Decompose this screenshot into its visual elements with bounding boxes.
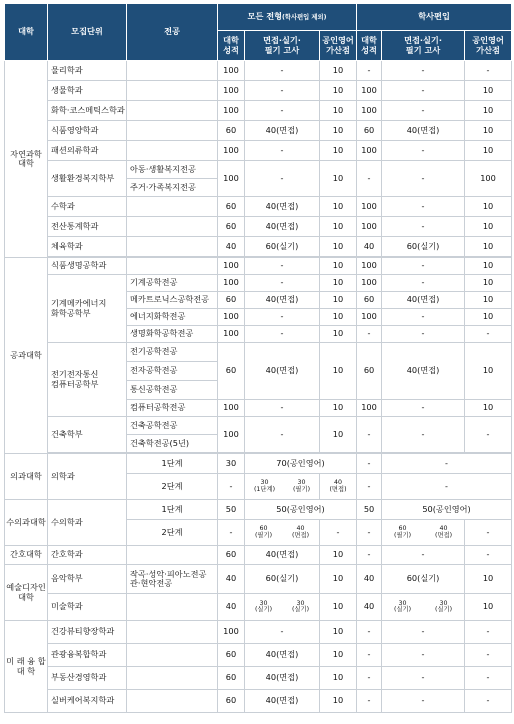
value-cell: - bbox=[357, 61, 382, 81]
value-cell: - bbox=[245, 621, 320, 644]
table-row bbox=[5, 690, 512, 713]
table-row bbox=[5, 101, 512, 121]
unit-cell: 수의학과 bbox=[48, 500, 127, 546]
value-cell: 40 bbox=[218, 237, 245, 257]
value-cell: 60(실기) bbox=[245, 565, 320, 594]
value-cell: - bbox=[218, 520, 245, 546]
value-cell: - bbox=[465, 644, 512, 667]
value-cell: - bbox=[382, 101, 465, 121]
value-cell: 60 bbox=[218, 343, 245, 400]
value-cell: - bbox=[382, 217, 465, 237]
value-cell: 60 bbox=[357, 121, 382, 141]
value-cell: - bbox=[382, 258, 465, 275]
unit-cell: 체육학과 bbox=[48, 237, 127, 257]
major-cell: 기계공학전공 bbox=[127, 275, 218, 292]
value-cell: - bbox=[245, 309, 320, 326]
value-cell: - bbox=[357, 690, 382, 713]
value-sub: 40 (면접) bbox=[434, 525, 453, 539]
value-cell: - bbox=[245, 258, 320, 275]
major-cell bbox=[127, 61, 218, 81]
value-cell: 100 bbox=[357, 258, 382, 275]
value-cell: 100 bbox=[218, 621, 245, 644]
value-cell: - bbox=[357, 667, 382, 690]
value-cell: 10 bbox=[465, 81, 512, 101]
college-cell: 예술디자인 대학 bbox=[5, 565, 48, 621]
value-cell: - bbox=[465, 546, 512, 565]
value-cell: 10 bbox=[320, 161, 357, 197]
value-cell: 100 bbox=[218, 417, 245, 453]
value-cell: - bbox=[245, 275, 320, 292]
value-cell: - bbox=[320, 520, 357, 546]
table-row bbox=[5, 454, 512, 474]
table-row bbox=[5, 594, 512, 621]
value-cell: - bbox=[465, 417, 512, 453]
value-cell: - bbox=[357, 326, 382, 343]
header-major: 전공 bbox=[127, 4, 218, 61]
table-row bbox=[5, 141, 512, 161]
value-cell bbox=[245, 594, 320, 621]
value-cell: 10 bbox=[320, 644, 357, 667]
major-cell bbox=[127, 197, 218, 217]
value-cell bbox=[382, 594, 465, 621]
value-cell: 10 bbox=[320, 197, 357, 217]
major-cell: 통신공학전공 bbox=[127, 381, 218, 400]
unit-cell: 의학과 bbox=[48, 454, 127, 500]
value-sub: 40 (면접) bbox=[291, 525, 310, 539]
major-cell bbox=[127, 237, 218, 257]
table-row bbox=[5, 121, 512, 141]
value-cell: 10 bbox=[465, 400, 512, 417]
value-cell: - bbox=[245, 81, 320, 101]
major-cell: 건축학전공(5년) bbox=[127, 435, 218, 453]
value-cell: 40 bbox=[218, 594, 245, 621]
value-cell: 100 bbox=[218, 326, 245, 343]
value-cell: - bbox=[465, 667, 512, 690]
value-cell: 100 bbox=[357, 197, 382, 217]
unit-cell: 부동산경영학과 bbox=[48, 667, 127, 690]
value-cell: 10 bbox=[465, 217, 512, 237]
value-cell: 60 bbox=[357, 292, 382, 309]
college-cell: 의과대학 bbox=[5, 454, 48, 500]
unit-cell: 전기전자통신 컴퓨터공학부 bbox=[48, 343, 127, 417]
value-cell: 10 bbox=[320, 292, 357, 309]
value-cell: 40(면접) bbox=[245, 217, 320, 237]
value-cell: 40(면접) bbox=[382, 121, 465, 141]
unit-cell: 음악학부 bbox=[48, 565, 127, 594]
value-cell: - bbox=[245, 161, 320, 197]
value-cell: 100 bbox=[465, 161, 512, 197]
value-cell: - bbox=[245, 101, 320, 121]
unit-cell: 전산통계학과 bbox=[48, 217, 127, 237]
value-cell: 100 bbox=[218, 141, 245, 161]
unit-cell: 식품영양학과 bbox=[48, 121, 127, 141]
value-cell: 10 bbox=[320, 258, 357, 275]
value-cell: - bbox=[382, 275, 465, 292]
value-cell: - bbox=[357, 161, 382, 197]
table-row bbox=[5, 258, 512, 275]
admission-table bbox=[4, 3, 512, 713]
major-cell: 생명화학공학전공 bbox=[127, 326, 218, 343]
table-row bbox=[5, 275, 512, 292]
value-cell: 10 bbox=[465, 309, 512, 326]
value-cell bbox=[382, 520, 465, 546]
major-cell: 컴퓨터공학전공 bbox=[127, 400, 218, 417]
value-cell: 60(실기) bbox=[245, 237, 320, 257]
stage-cell: 1단계 bbox=[127, 500, 218, 520]
value-cell: 60 bbox=[218, 217, 245, 237]
table-row bbox=[5, 417, 512, 435]
value-cell: 40(면접) bbox=[245, 343, 320, 400]
unit-cell: 미술학과 bbox=[48, 594, 127, 621]
value-cell: - bbox=[382, 161, 465, 197]
value-cell: 10 bbox=[465, 121, 512, 141]
value-cell: 10 bbox=[465, 197, 512, 217]
value-cell: 100 bbox=[218, 275, 245, 292]
table-row bbox=[5, 621, 512, 644]
value-cell: - bbox=[357, 644, 382, 667]
value-cell: 40(면접) bbox=[382, 292, 465, 309]
unit-cell: 간호학과 bbox=[48, 546, 127, 565]
major-cell bbox=[127, 594, 218, 621]
value-cell: 100 bbox=[357, 309, 382, 326]
value-cell: 100 bbox=[218, 61, 245, 81]
value-cell: - bbox=[382, 644, 465, 667]
value-cell: 10 bbox=[465, 237, 512, 257]
value-cell: 60(실기) bbox=[382, 237, 465, 257]
unit-cell: 화학·코스메틱스학과 bbox=[48, 101, 127, 121]
table-row bbox=[5, 61, 512, 81]
value-sub: 60 (필기) bbox=[393, 525, 412, 539]
value-cell: 10 bbox=[320, 81, 357, 101]
table-row bbox=[5, 667, 512, 690]
unit-cell: 실버케어복지학과 bbox=[48, 690, 127, 713]
value-cell: - bbox=[245, 326, 320, 343]
header-english-2: 공인영어 가산점 bbox=[465, 31, 512, 61]
value-cell: 100 bbox=[357, 217, 382, 237]
major-cell bbox=[127, 690, 218, 713]
value-cell: 60 bbox=[218, 197, 245, 217]
value-cell: 60(실기) bbox=[382, 565, 465, 594]
header-unit: 모집단위 bbox=[48, 4, 127, 61]
table-row bbox=[5, 81, 512, 101]
value-cell: - bbox=[357, 417, 382, 453]
value-cell: 100 bbox=[218, 101, 245, 121]
major-cell bbox=[127, 101, 218, 121]
unit-cell: 건강뷰티향장학과 bbox=[48, 621, 127, 644]
value-cell: - bbox=[382, 197, 465, 217]
college-cell: 간호대학 bbox=[5, 546, 48, 565]
major-cell: 주거·가족복지전공 bbox=[127, 179, 218, 197]
value-cell: 10 bbox=[320, 61, 357, 81]
value-cell: - bbox=[245, 61, 320, 81]
unit-cell: 물리학과 bbox=[48, 61, 127, 81]
value-cell: 40(면접) bbox=[245, 121, 320, 141]
value-cell: - bbox=[382, 81, 465, 101]
value-cell: - bbox=[382, 400, 465, 417]
stage-cell: 1단계 bbox=[127, 454, 218, 474]
value-cell: 50(공인영어) bbox=[245, 500, 357, 520]
value-sub: 40 (면접) bbox=[329, 479, 347, 493]
value-cell: 40(면접) bbox=[245, 546, 320, 565]
unit-cell: 수학과 bbox=[48, 197, 127, 217]
college-cell: 미 래 융 합 대 학 bbox=[5, 621, 48, 713]
value-cell: - bbox=[245, 417, 320, 453]
value-cell bbox=[245, 474, 320, 500]
unit-cell: 관광융복합학과 bbox=[48, 644, 127, 667]
value-sub: 60 (필기) bbox=[254, 525, 273, 539]
table-row bbox=[5, 237, 512, 257]
value-cell: 40 bbox=[357, 237, 382, 257]
major-cell: 에너지화학전공 bbox=[127, 309, 218, 326]
major-cell: 전자공학전공 bbox=[127, 362, 218, 381]
value-cell: 50 bbox=[218, 500, 245, 520]
value-cell: 10 bbox=[465, 141, 512, 161]
value-cell: 10 bbox=[320, 400, 357, 417]
value-cell: 100 bbox=[357, 400, 382, 417]
value-cell: 100 bbox=[357, 275, 382, 292]
value-cell: 40 bbox=[357, 565, 382, 594]
value-cell: 10 bbox=[320, 690, 357, 713]
header-exam-2: 면접·실기· 필기 고사 bbox=[382, 31, 465, 61]
table-row bbox=[5, 500, 512, 520]
table-row bbox=[5, 161, 512, 179]
value-cell: 100 bbox=[357, 81, 382, 101]
value-cell: - bbox=[357, 621, 382, 644]
value-cell: 30 bbox=[218, 454, 245, 474]
major-cell bbox=[127, 217, 218, 237]
value-cell: 10 bbox=[320, 667, 357, 690]
value-cell: 10 bbox=[320, 417, 357, 453]
value-cell bbox=[245, 520, 320, 546]
major-cell: 건축공학전공 bbox=[127, 417, 218, 435]
stage-cell: 2단계 bbox=[127, 474, 218, 500]
value-cell: - bbox=[382, 61, 465, 81]
value-cell: 10 bbox=[320, 309, 357, 326]
header-college: 대학 bbox=[5, 4, 48, 61]
value-cell: 50(공인영어) bbox=[382, 500, 512, 520]
table-row bbox=[5, 343, 512, 362]
header-grade-2: 대학 성적 bbox=[357, 31, 382, 61]
value-cell: 10 bbox=[465, 275, 512, 292]
admission-table-wrapper bbox=[4, 3, 511, 713]
value-cell: 40(면접) bbox=[382, 343, 465, 400]
major-cell: 메카트로닉스공학전공 bbox=[127, 292, 218, 309]
major-cell: 아동·생활복지전공 bbox=[127, 161, 218, 179]
value-cell: 100 bbox=[218, 81, 245, 101]
value-cell: 40(면접) bbox=[245, 690, 320, 713]
value-cell: 40 bbox=[218, 565, 245, 594]
header-english: 공인영어 가산점 bbox=[320, 31, 357, 61]
value-cell: 10 bbox=[465, 292, 512, 309]
value-cell: - bbox=[382, 141, 465, 161]
value-cell: 10 bbox=[320, 565, 357, 594]
value-cell: 60 bbox=[218, 546, 245, 565]
value-sub: 30 (실기) bbox=[254, 599, 273, 613]
value-cell: 60 bbox=[218, 690, 245, 713]
value-cell: 40(면접) bbox=[245, 292, 320, 309]
value-cell: - bbox=[382, 417, 465, 453]
value-cell: 10 bbox=[320, 101, 357, 121]
value-cell: - bbox=[218, 474, 245, 500]
major-cell: 작곡·성악·피아노전공 관·현악전공 bbox=[127, 565, 218, 594]
unit-cell: 건축학부 bbox=[48, 417, 127, 453]
value-cell: 10 bbox=[320, 621, 357, 644]
major-cell bbox=[127, 621, 218, 644]
header-grade: 대학 성적 bbox=[218, 31, 245, 61]
table-row bbox=[5, 565, 512, 594]
value-cell: - bbox=[465, 520, 512, 546]
value-cell: 40(면접) bbox=[245, 667, 320, 690]
value-cell: 10 bbox=[320, 275, 357, 292]
value-cell: - bbox=[382, 667, 465, 690]
value-cell: 10 bbox=[320, 343, 357, 400]
value-sub: 30 (필기) bbox=[292, 479, 311, 493]
stage-cell: 2단계 bbox=[127, 520, 218, 546]
value-cell: - bbox=[357, 546, 382, 565]
value-cell: 100 bbox=[218, 161, 245, 197]
value-cell: 10 bbox=[320, 546, 357, 565]
value-cell: - bbox=[382, 454, 512, 474]
value-cell: 60 bbox=[218, 667, 245, 690]
unit-cell: 생활환경복지학부 bbox=[48, 161, 127, 197]
major-cell bbox=[127, 121, 218, 141]
value-cell: - bbox=[382, 309, 465, 326]
unit-cell: 생물학과 bbox=[48, 81, 127, 101]
value-sub: 30 (실기) bbox=[434, 599, 453, 613]
college-cell: 공과대학 bbox=[5, 258, 48, 454]
value-sub: 30 (실기) bbox=[291, 599, 310, 613]
value-cell: - bbox=[382, 474, 512, 500]
table-row bbox=[5, 644, 512, 667]
value-cell: 10 bbox=[320, 121, 357, 141]
value-cell: - bbox=[382, 546, 465, 565]
college-cell: 자연과학 대학 bbox=[5, 61, 48, 258]
value-sub: 30 (1단계) bbox=[253, 479, 276, 493]
value-cell: 10 bbox=[465, 101, 512, 121]
major-cell bbox=[127, 644, 218, 667]
value-cell: 40(면접) bbox=[245, 197, 320, 217]
major-cell bbox=[127, 546, 218, 565]
value-cell: - bbox=[382, 690, 465, 713]
value-cell bbox=[320, 474, 357, 500]
header-bachelor: 학사편입 bbox=[357, 4, 512, 31]
table-row bbox=[5, 546, 512, 565]
value-cell: - bbox=[465, 690, 512, 713]
value-cell: 10 bbox=[465, 594, 512, 621]
value-cell: - bbox=[245, 141, 320, 161]
value-cell: 100 bbox=[218, 309, 245, 326]
value-cell: 100 bbox=[218, 258, 245, 275]
value-cell: 100 bbox=[357, 141, 382, 161]
table-row bbox=[5, 217, 512, 237]
value-cell: - bbox=[382, 326, 465, 343]
value-cell: 10 bbox=[320, 217, 357, 237]
value-cell: 40(면접) bbox=[245, 644, 320, 667]
major-cell bbox=[127, 141, 218, 161]
value-cell: - bbox=[357, 474, 382, 500]
unit-cell: 식품생명공학과 bbox=[48, 258, 127, 275]
value-cell: 60 bbox=[218, 121, 245, 141]
value-cell: 10 bbox=[465, 343, 512, 400]
value-cell: 10 bbox=[320, 237, 357, 257]
header-exam: 면접·실기· 필기 고사 bbox=[245, 31, 320, 61]
major-cell bbox=[127, 258, 218, 275]
major-cell bbox=[127, 81, 218, 101]
unit-cell: 패션의류학과 bbox=[48, 141, 127, 161]
value-cell: 70(공인영어) bbox=[245, 454, 357, 474]
value-cell: - bbox=[245, 400, 320, 417]
value-cell: - bbox=[357, 454, 382, 474]
college-cell: 수의과대학 bbox=[5, 500, 48, 546]
major-cell bbox=[127, 667, 218, 690]
value-cell: 50 bbox=[357, 500, 382, 520]
value-cell: 10 bbox=[465, 565, 512, 594]
value-cell: - bbox=[357, 520, 382, 546]
value-cell: - bbox=[465, 326, 512, 343]
value-cell: 10 bbox=[320, 594, 357, 621]
value-cell: - bbox=[465, 61, 512, 81]
table-row bbox=[5, 197, 512, 217]
value-cell: 10 bbox=[465, 258, 512, 275]
value-sub: 30 (실기) bbox=[393, 599, 412, 613]
major-cell: 전기공학전공 bbox=[127, 343, 218, 362]
value-cell: 100 bbox=[357, 101, 382, 121]
unit-cell: 기계메카에너지 화학공학부 bbox=[48, 275, 127, 343]
value-cell: 60 bbox=[357, 343, 382, 400]
value-cell: 10 bbox=[320, 141, 357, 161]
header-all: 모든 전형(학사편입 제외) bbox=[218, 4, 357, 31]
value-cell: 40 bbox=[357, 594, 382, 621]
value-cell: - bbox=[465, 621, 512, 644]
value-cell: 100 bbox=[218, 400, 245, 417]
value-cell: 60 bbox=[218, 292, 245, 309]
value-cell: 10 bbox=[320, 326, 357, 343]
value-cell: - bbox=[382, 621, 465, 644]
value-cell: 60 bbox=[218, 644, 245, 667]
